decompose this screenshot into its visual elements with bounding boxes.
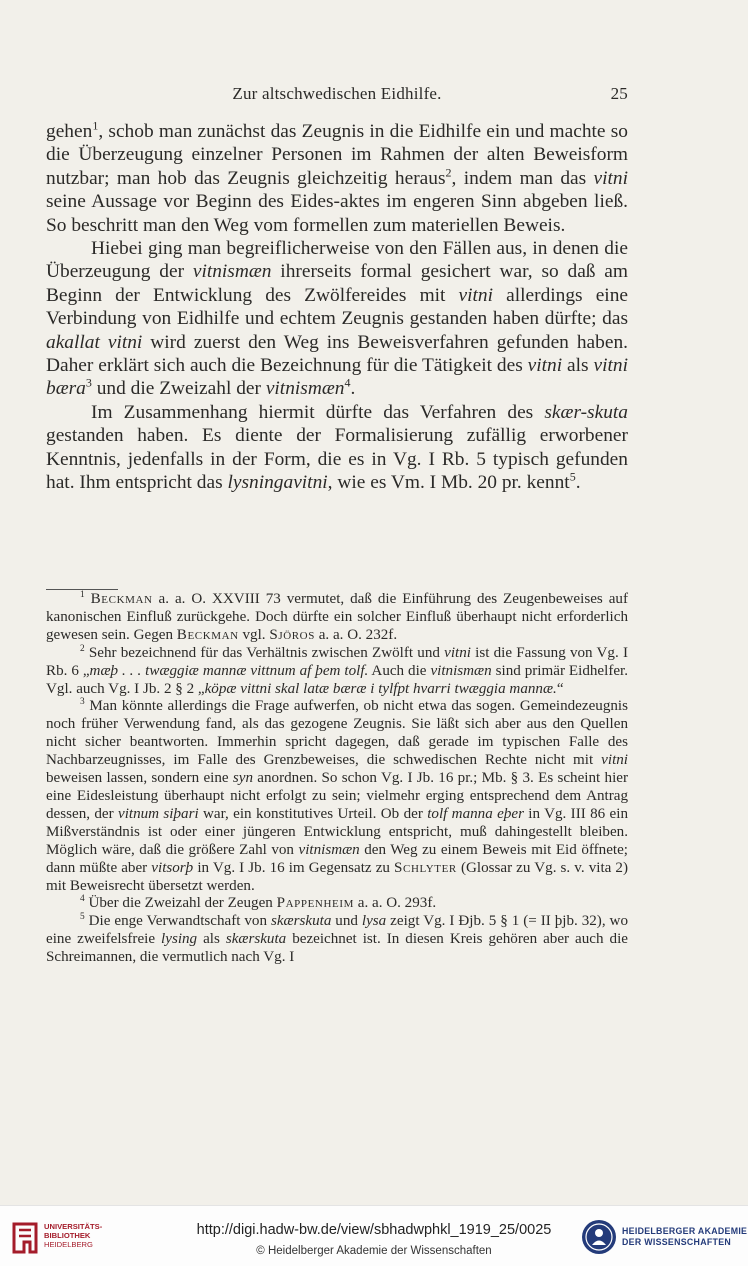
footnotes — [46, 591, 628, 967]
text-run: den Weg zu einem Beweis mit Eid öffnete; dann müßte aber — [46, 841, 628, 876]
text-run: in Vg. III 86 ein Mißverständnis ist oder einer jüngeren Entwicklung entspricht, muß dahingestellt bleiben. Möglich wäre, daß die größere Zahl von — [46, 805, 628, 858]
text-run: “ — [556, 680, 564, 697]
footnote-marker: 1 — [80, 589, 85, 600]
text-run: wird zuerst den Weg ins Beweisverfahren gefunden haben. Daher erklärt sich auch die Bezeichnung für die Tätigkeit des — [46, 331, 628, 377]
text-run: a. a. O. 232f. — [314, 626, 398, 643]
library-name-line-1: UNIVERSITÄTS- — [44, 1222, 103, 1231]
page-number: 25 — [610, 84, 628, 103]
italic-term: vitni bæra — [46, 355, 628, 400]
text-run: . — [350, 378, 356, 400]
text-run: und die Zweizahl der — [91, 378, 266, 400]
italic-term: vitnismæn — [430, 662, 492, 679]
italic-term: syn — [232, 770, 254, 787]
text-run: ihrerseits formal gesichert war, so daß am Beginn der Entwicklung des Zwölfereides mit — [46, 261, 628, 306]
text-run: . — [575, 472, 581, 494]
copyright-notice: © Heidelberger Akademie der Wissenschaften — [256, 1245, 492, 1257]
text-run: (Glossar zu Vg. s. v. vita 2) mit Beweisrecht übersetzt werden. — [46, 859, 628, 894]
viewer-footer — [0, 1205, 748, 1266]
text-run: a. a. O. 293f. — [353, 895, 437, 912]
text-run: als — [562, 355, 594, 377]
italic-term: vitnismæn — [192, 261, 272, 283]
footnote-2 — [46, 645, 628, 699]
italic-term: lysing — [161, 931, 198, 948]
italic-term: vitni — [458, 284, 494, 306]
footnote-marker: 1 — [92, 118, 99, 133]
author-name: Beckman — [176, 626, 239, 643]
academy-line-1: HEIDELBERGER AKADEMIE — [622, 1226, 748, 1236]
text-run: , indem man das — [451, 167, 594, 189]
text-run: in Vg. I Jb. 16 im Gegensatz zu — [193, 859, 395, 876]
text-run: , schob man zunächst das Zeugnis in die Eidhilfe ein und machte so die Überzeugung einzelner Personen im Rahmen der alten Beweisform nutzbar; man hob das Zeugnis gleichzeitig heraus — [46, 121, 628, 189]
footnote-marker: 2 — [80, 643, 85, 654]
text-run: beweisen lassen, sondern eine — [46, 770, 233, 787]
italic-term: vitni — [601, 752, 628, 769]
academy-seal-icon[interactable] — [580, 1218, 618, 1256]
text-run: sind primär Eidhelfer. Vgl. auch Vg. I Jb. 2 § 2 „ — [46, 662, 629, 697]
text-run: allerdings eine Verbindung von Eidhilfe und echtem Zeugnis gestanden haben dürfte; das — [46, 284, 628, 330]
text-run: seine Aussage vor Beginn des Eides-aktes im engeren Sinn abgeben ließ. So beschritt man den Weg vom formellen zum materiellen Beweis. — [46, 191, 628, 236]
italic-term: lysa — [361, 913, 387, 930]
italic-term: tolf manna eþer — [427, 805, 524, 822]
italic-term: vitnismæn — [298, 841, 360, 858]
footnote-1 — [46, 591, 628, 645]
italic-term: vitsorþ — [151, 859, 194, 876]
library-name-line-2: BIBLIOTHEK — [44, 1231, 91, 1240]
text-run: war, ein konstitutives Urteil. Ob der — [198, 805, 428, 822]
italic-term: skærskuta — [225, 931, 287, 948]
footnote-marker: 4 — [80, 894, 85, 905]
footnote-marker: 3 — [85, 376, 92, 390]
running-title: Zur altschwedischen Eidhilfe. — [232, 84, 442, 103]
text-run: Sehr bezeichnend für das Verhältnis zwischen Zwölft und — [84, 644, 445, 661]
italic-term: köpæ vittni skal latæ bæræ i tylfpt hvarri twæggia mannæ. — [204, 680, 557, 697]
text-run: Hiebei ging man begreiflicherweise von den Fällen aus, in denen die Überzeugung der — [46, 238, 628, 283]
text-run: Die enge Verwandtschaft von — [84, 913, 271, 930]
italic-term: vitnismæn — [265, 378, 345, 400]
footnote-marker: 5 — [80, 912, 85, 923]
italic-term: vitni — [444, 644, 471, 661]
paragraph-1 — [46, 120, 628, 237]
footnote-4 — [46, 895, 628, 913]
footnote-marker: 5 — [569, 469, 576, 484]
author-name: Beckman — [90, 591, 153, 607]
italic-term: akallat vitni — [46, 331, 143, 353]
text-run: zeigt Vg. I Ðjb. 5 § 1 (= II þjb. 32), wo eine zweifelsfreie — [46, 913, 629, 948]
academy-line-2: DER WISSENSCHAFTEN — [622, 1237, 732, 1247]
text-run: Im Zusammenhang hiermit dürfte das Verfahren des — [91, 401, 545, 423]
text-run: als — [197, 931, 226, 948]
text-run: anordnen. So schon Vg. I Jb. 16 pr.; Mb. § 3. Es scheint hier eine Eidesleistung überhaupt nicht erfolgt zu sein; vielmehr erging entsprechend dem Antrag dessen, der — [46, 770, 628, 822]
footnote-marker: 3 — [80, 697, 85, 708]
footnote-marker: 4 — [344, 376, 351, 390]
paragraph-2 — [46, 237, 628, 401]
text-run: a. a. O. XXVIII 73 vermutet, daß die Einführung des Zeugenbeweises auf kanonischen Einfluß zurückgehe. Doch dürfte ein solcher Einfluß überhaupt nicht erforderlich gewesen sein. Gegen — [46, 591, 628, 643]
author-name: Sjöros — [269, 626, 315, 643]
text-run: vgl. — [238, 626, 270, 643]
italic-term: skærskuta — [270, 913, 332, 930]
author-name: Pappenheim — [276, 895, 354, 912]
footnote-marker: 2 — [445, 165, 452, 180]
library-city: HEIDELBERG — [44, 1240, 93, 1249]
author-name: Schlyter — [394, 859, 457, 876]
text-run: , wie es Vm. I Mb. 20 pr. kennt — [327, 472, 570, 494]
text-run: bezeichnet ist. In diesen Kreis gehören aber auch die Schreimannen, die vermutlich nach Vg. I — [46, 931, 628, 966]
italic-term: mæþ . . . twæggiæ mannæ vittnum af þem tolf. — [89, 662, 369, 679]
text-run: Über die Zweizahl der Zeugen — [84, 895, 277, 912]
footnote-5 — [46, 913, 628, 967]
main-text — [46, 120, 628, 495]
paragraph-3 — [46, 401, 628, 495]
italic-term: vitni — [527, 355, 563, 377]
text-run: gehen — [46, 121, 93, 142]
text-run: ist die Fassung von Vg. I Rb. 6 „ — [46, 644, 628, 679]
footnote-3 — [46, 698, 628, 895]
academy-label[interactable] — [622, 1226, 747, 1248]
text-run: und — [331, 913, 362, 930]
italic-term: lysningavitni — [227, 472, 328, 494]
text-run: Man könnte allerdings die Frage aufwerfen, ob nicht etwa das sogen. Gemeindezeugnis noch früher Verwendung fand, als das gezogene Zeugnis. Sie läßt sich aber aus den Quellen nicht sicher beantworten. Immerhin spricht dagegen, daß gerade im typischen Falle des Nachbarzeugnisses, im Falle des Grenzbeweises, die schwedischen Rechte nicht mit — [46, 698, 628, 769]
italic-term: vitnum siþari — [118, 805, 199, 822]
italic-term: skær-skuta — [544, 401, 628, 423]
text-run: Auch die — [368, 662, 431, 679]
permalink-url[interactable]: http://digi.hadw-bw.de/view/sbhadwphkl_1919_25/0025 — [196, 1222, 552, 1238]
italic-term: vitni — [593, 167, 628, 189]
text-run: gestanden haben. Es diente der Formalisierung zufällig erworbener Kenntnis, jedenfalls in der Form, die es in Vg. I Rb. 5 typisch gefunden hat. Ihm entspricht das — [46, 425, 628, 494]
